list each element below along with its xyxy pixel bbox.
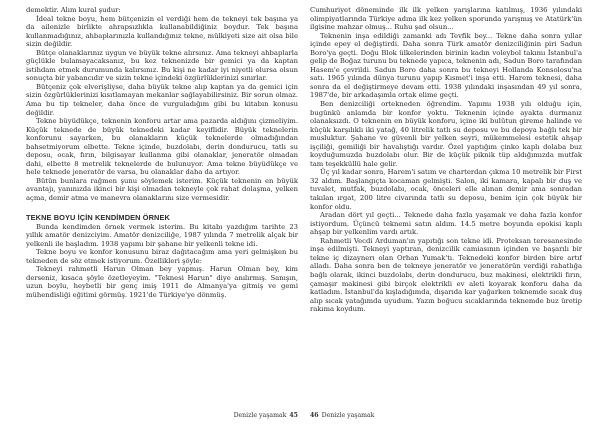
paragraph: Aradan dört yıl geçti... Teknede daha fazla yaşamak ve daha fazla konfor istiyordum. Üçüncü teknemi satın aldım. 14.5 metre boyunda epokisi kaplı ahşap bir yelkenlim vardı artık. [310,211,582,237]
paragraph: Bütün bunlara rağmen şunu söylemek isterim. Küçük teknenin en büyük avantajı, yanınızda ikinci bir kişi olmadan tekneyle çok rahat dolaşma, yelken açma, demir atma ve manevra olanaklarını size vermesidir. [26,176,298,203]
page-number: 46 [310,412,319,419]
paragraph: Tekne büyüdükçe, teknenin konforu artar ama pazarda aldığını çizmeliyim. Küçük teknede de büyük teknedeki kadar keyiflidir. Büyük teknelerin konforunu sayarken, bu olanakların küçük teknelerde olmadığından bahsetmiyorum elbette. Tekne içinde, buzdolabı, derin dondurucu, tatlı su deposu, ocak, fırın, bilgisayar kullanma gibi olanaklar, jeneratör olmadan dahi, elbette 8 metrelik teknelerde de bulunuyor. Ama tekne büyüdükçe ve hele teknede jeneratör de varsa, bu olanaklar daha da artıyor. [26,117,298,177]
section-heading: TEKNE BOYU İÇİN KENDİMDEN ÖRNEK [26,212,170,222]
paragraph: Üç yıl kadar sonra, Harem'i satım ve charterdan çıkma 10 metrelik bir First 32 aldım. Başlangıçta kocaman gelmişti. Salon, iki kamara, kapalı bir duş ve tuvalet, mutfak, buzdolabı, ocak, önceleri elle alınan demir ama sonradan takılan ırgat, 200 litre civarında tatlı su deposu, benim için çok büyük bir konfor oldu. [310,168,582,211]
paragraph: Bütçeniz çok elverişliyse, daha büyük tekne alıp kaptan ya da gemici için sizin özgürlüklerinizi kısıtlamayan mekanlar sağlayabilirsiniz. Bir sorun olmaz. Ama bu tip tekneler, daha önce de vurguladığım gibi bu kitabın konusu değildir. [26,82,298,117]
paragraph: demektir. Alım kural şudur: [26,6,121,14]
right-page-body [310,6,582,314]
left-page-body [26,6,298,300]
paragraph: Teknenin inşa edildiği zamanki adı Tevfik bey... Tekne daha sonra yıllar içinde epey el değiştirdi. Daha sonra Türk amatör denizciliğinin piri Sadun Boro'ya geçti. Doğu Blok ülkelerinden birinin kadın voleybol takımı İstanbul'a gelip de Boğaz turunu bu teknede yapıca, teknenin adı, Sadun Boro tarafından Hasem'e çevrildi. Sadun Boro daha sonra bu tekneyi Hollanda Konsolosu'na satı. 1965 yılında dünya turunu yapıp Kısmet'i inşa etti. Harem teknesi, daha sonra da el değiştirmeye devam etti. 1938 yılındaki inşasından 49 yıl sonra, 1987'de, bir arkadaşımla ortak elime geçti. [310,31,582,100]
right-page [310,6,582,421]
left-page-footer [234,412,298,420]
paragraph: Tekne boyu ve konfor konusunu biraz dağıtacağım ama yeri gelmişken bu tekneden de söz etmek istiyorum. Özellikleri şöyle: [26,248,298,265]
paragraph: Tekneyi rahmetli Harun Olman bey yapmış. Harun Olman bey, kim derseniz, kısaca şöyle özetleyeyim. "Teknesi Harun" diye anılırmış. Sanışın, uzun boylu, heybetli bir genç imiş 1911 de Almanya'ya gitmiş ve gemi mühendisliği eğitimi görmüş. 1921'de Türkiye'ye dönmüş. [26,265,298,299]
paragraph: Bütçe olanaklarınız uygun ve büyük tekne alırsınız. Ama tekneyi ahbaplarla güçlükle bulamayacaksanız, bu kez teknenizde bir gemici ya da kaptan istihdam etmek durumunda kalırsınız. Bu kişi ne kadar iyi niyetli olursa olsun sonuçta bir yabancıdır ve sizin tekne içindeki özgürlüklerinizi sınırlar. [26,48,298,83]
paragraph: Cumhuriyet döneminde ilk ilk yelken yarışlarına katılmış, 1936 yılındaki olimpiyatlarında Türkiye adına ilk kez yelken sporunda yarışmış ve Atatürk'ün ilgisine mahzar olmuş... Ruhu şad olsun... [310,6,582,32]
paragraph: Ben denizciliği ortekneden öğrendim. Yapımı 1938 yılı olduğu için, bugünkü anlamda bir konfor yoktu. Teknenin içinde ayakta durmanız olanaksızdı. O teknenin en büyük konforu, içine iki bulütun gireme halinde ve küçük karşılıklı iki yatağ, 40 litrelik tatlı su deposu ve bu depoya bağlı tek bir musluktur. Şahane ve güvenli bir yelken seyri, mükemmelesi estetik ahşap işçiliği, gemiliği bir havalıştığı vardır. Özel yaptığım çinko kaplı dolaba buz koyduğumuzda buzdolabı olur. Bir de küçük piknik tüp aldığımızda mutfak tam teşekküllü hale gelir. [310,100,582,168]
running-title: Denizle yaşamak [321,412,375,419]
page-number: 45 [289,412,298,419]
left-page [26,6,298,421]
running-title: Denizle yaşamak [233,412,287,419]
paragraph: Rahmetli Vecdi Arduman'ın yapıtığı son tekne idi. Proteksan teresanesinde inşa edilmişti. Tekneyi yaptıran, denizcilik camiasının içinden ve başarılı bir tekne iç dizaynerı olan Orhan Yumak'tı. Teknedeki konfor birden bire artıf alladı. Daha sonra ben de tekneye jeneratör ve jeneratörün verdiği rahatlığa bağlı olarak, ikinci buzdolabı, derin dondurucu, buz makinesi, elektrikli fırın, çamaşır makinesi gibi birçok elektrikli ev aleti koyarak konforu daha da katladım. İstanbul'da kışladığımda, dışarıda kar yağarken teknemde sıcak duş alıp sıcak yatağımda uyudum. Yazın boğucu sıcaklarında teknemde buz üretip rakıma koydum. [310,236,582,314]
paragraph: İdeal tekne boyu, hem bütçenizin el verdiği hem de tekneyi tek başına ya da ailenizle birlikte ahrapsızlıkla kullanabildiğiniz boydur. Tek başına kullanmadığınız, ahbaplarınızla kullandığınız tekne, mülkiyeti size ait olsa bile sizin değildir. [26,14,298,49]
paragraph: Bunda kendimden örnek vermek isterim. Bu kitabı yazdığım tarihte 23 yıllık amatör denizciyim. Amatör denizciliğe, 1987 yılında 7 metrelik alçak bir yelkenli ile başladım. 1938 yapımı bir şahane bir yelkenli tekne idi. [26,222,298,248]
right-page-footer [310,412,374,420]
